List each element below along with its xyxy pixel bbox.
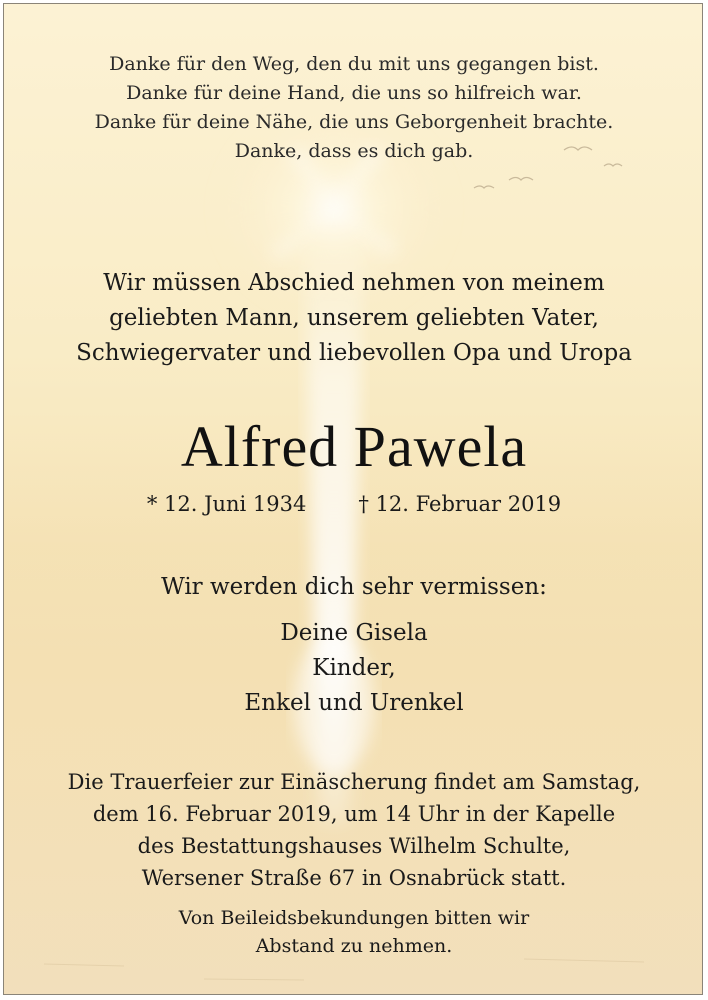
- poem-line: Danke für deine Nähe, die uns Geborgenheit brachte.: [94, 111, 614, 133]
- miss-line: Wir werden dich sehr vermissen:: [161, 574, 547, 600]
- farewell-intro: [4, 266, 703, 371]
- mourners: [4, 616, 703, 721]
- poem-line: Danke, dass es dich gab.: [234, 140, 474, 162]
- poem-line: Danke für den Weg, den du mit uns gegangen bist.: [109, 53, 599, 75]
- service-line: Wersener Straße 67 in Osnabrück statt.: [141, 866, 567, 890]
- deceased-name: Alfred Pawela: [180, 414, 528, 479]
- mourner-line: Enkel und Urenkel: [244, 690, 464, 716]
- death-date: † 12. Februar 2019: [358, 492, 562, 516]
- obituary-card: [3, 3, 703, 995]
- poem: [4, 50, 703, 166]
- seagull-icon: [474, 186, 494, 188]
- service-line: des Bestattungshauses Wilhelm Schulte,: [137, 834, 571, 858]
- birth-date: * 12. Juni 1934: [146, 492, 307, 516]
- mourner-line: Kinder,: [312, 655, 396, 681]
- seagull-icon: [509, 178, 533, 181]
- condolence-line: Von Beileidsbekundungen bitten wir: [178, 907, 530, 929]
- funeral-service-info: [4, 766, 703, 894]
- intro-line: Schwiegervater und liebevollen Opa und Uropa: [76, 340, 632, 366]
- life-dates: [4, 490, 703, 518]
- intro-line: Wir müssen Abschied nehmen von meinem: [103, 270, 605, 296]
- intro-line: geliebten Mann, unserem geliebten Vater,: [109, 305, 599, 331]
- service-line: Die Trauerfeier zur Einäscherung findet am Samstag,: [67, 770, 641, 794]
- poem-line: Danke für deine Hand, die uns so hilfreich war.: [126, 82, 582, 104]
- condolence-note: [4, 904, 703, 960]
- mourner-line: Deine Gisela: [280, 620, 428, 646]
- service-line: dem 16. Februar 2019, um 14 Uhr in der Kapelle: [92, 802, 616, 826]
- condolence-line: Abstand zu nehmen.: [255, 935, 453, 957]
